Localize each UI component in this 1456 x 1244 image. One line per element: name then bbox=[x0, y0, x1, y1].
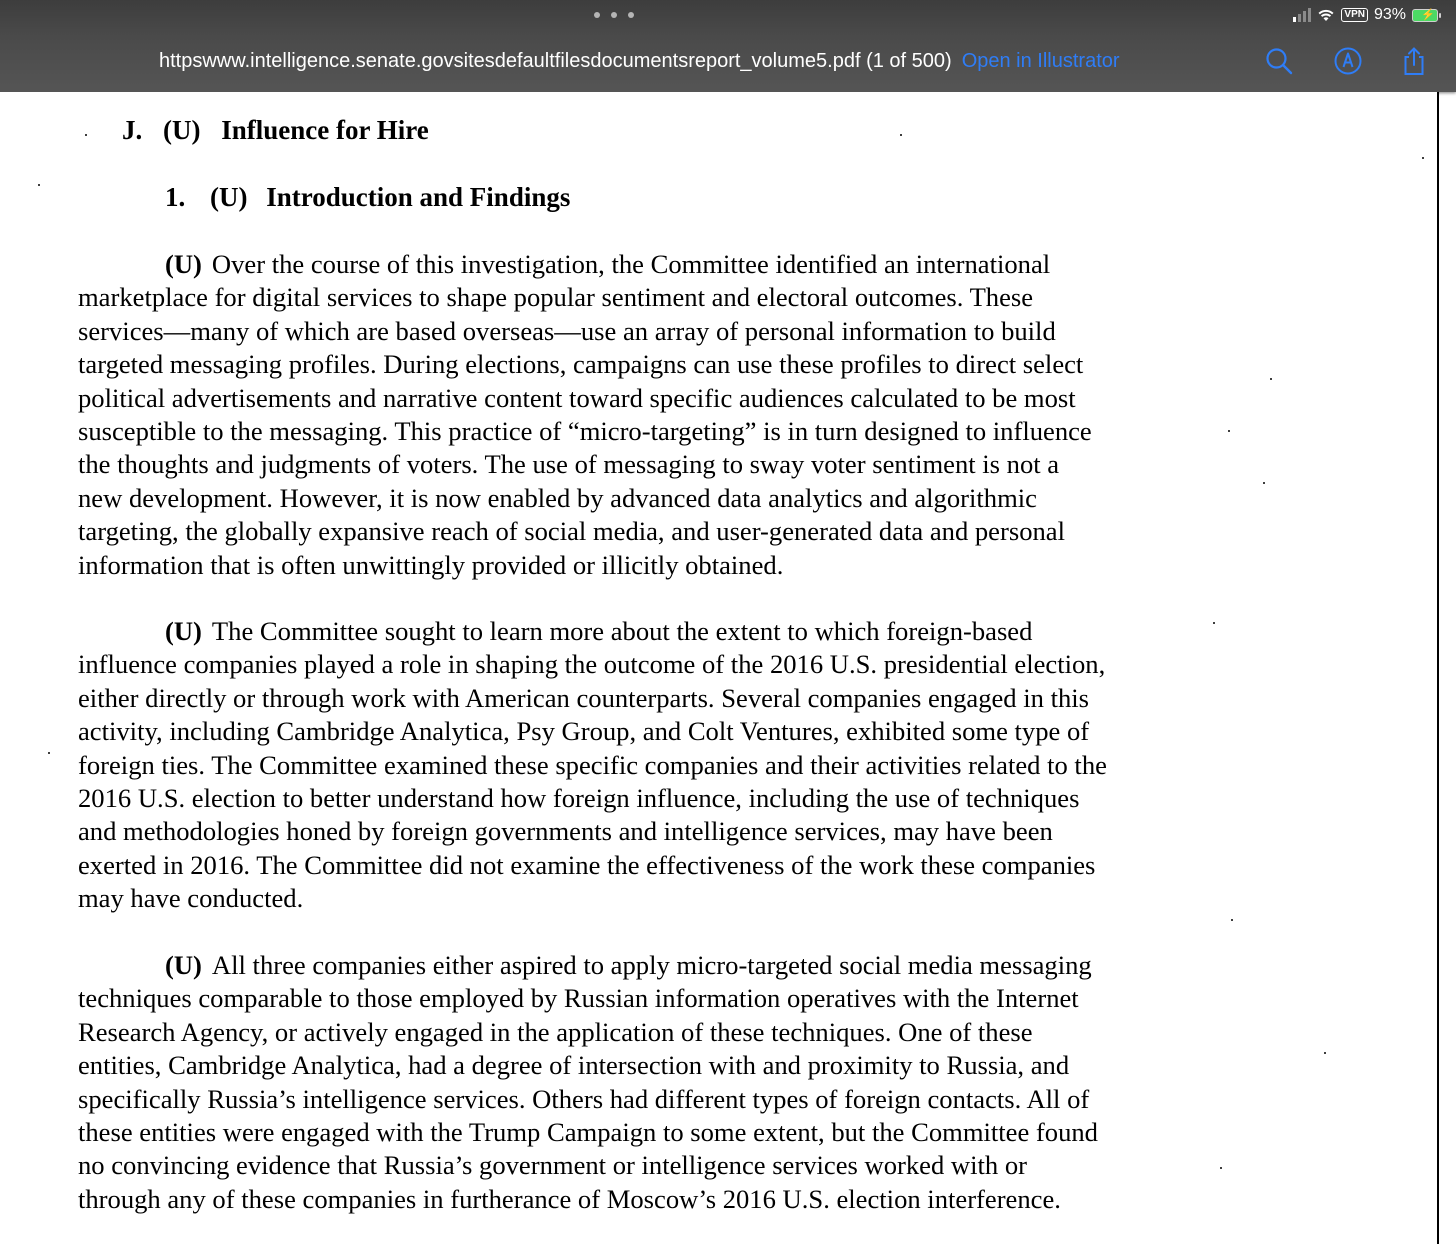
paragraph-line: these entities were engaged with the Trump Campaign to some extent, but the Committee found bbox=[78, 1116, 1098, 1147]
paragraph-line: targeted messaging profiles. During elections, campaigns can use these profiles to direct select bbox=[78, 349, 1084, 380]
viewer-toolbar bbox=[0, 0, 1456, 92]
document-title: httpswww.intelligence.senate.govsitesdefaultfilesdocumentsreport_volume5.pdf (1 of 500) bbox=[159, 49, 952, 72]
battery-percent: 93% bbox=[1373, 6, 1406, 23]
paragraph-line: exerted in 2016. The Committee did not examine the effectiveness of the work these companies bbox=[78, 849, 1096, 880]
paragraph-line: no convincing evidence that Russia’s government or intelligence services worked with or bbox=[78, 1150, 1027, 1181]
paragraph bbox=[78, 615, 1218, 916]
scan-speck bbox=[1228, 430, 1230, 432]
paragraph-line: marketplace for digital services to shape popular sentiment and electoral outcomes. These bbox=[78, 282, 1034, 313]
open-in-illustrator-button[interactable]: Open in Illustrator bbox=[961, 49, 1120, 72]
scan-speck bbox=[1263, 482, 1265, 484]
paragraph-line: information that is often unwittingly provided or illicitly obtained. bbox=[78, 549, 784, 580]
classification-marking: (U) bbox=[163, 115, 201, 145]
share-icon bbox=[1399, 46, 1429, 76]
classification-marking: (U) bbox=[165, 616, 202, 646]
paragraph-line: (U) All three companies either aspired to apply micro-targeted social media messaging bbox=[165, 950, 1092, 980]
paragraph-line: susceptible to the messaging. This practice of “micro-targeting” is in turn designed to influence bbox=[78, 415, 1092, 446]
scan-speck bbox=[1213, 622, 1215, 624]
title-row bbox=[159, 44, 1436, 78]
paragraph-line: Research Agency, or actively engaged in the application of these techniques. One of these bbox=[78, 1016, 1033, 1047]
search-button[interactable] bbox=[1264, 46, 1294, 76]
wifi-icon bbox=[1317, 8, 1335, 22]
share-button[interactable] bbox=[1399, 46, 1429, 76]
scan-speck bbox=[85, 134, 87, 136]
paragraph-line: (U) The Committee sought to learn more about the extent to which foreign-based bbox=[165, 616, 1033, 646]
paragraph-line: influence companies played a role in shaping the outcome of the 2016 U.S. presidential election, bbox=[78, 649, 1106, 680]
paragraph-line: either directly or through work with American counterparts. Several companies engaged in this bbox=[78, 682, 1089, 713]
paragraph-line: (U) Over the course of this investigation, the Committee identified an international bbox=[165, 249, 1051, 279]
vpn-badge: VPN bbox=[1341, 8, 1368, 22]
paragraph-line: political advertisements and narrative content toward specific audiences calculated to be most bbox=[78, 382, 1076, 413]
paragraph bbox=[78, 248, 1218, 582]
paragraph-line: new development. However, it is now enabled by advanced data analytics and algorithmic bbox=[78, 482, 1037, 513]
cellular-signal-icon bbox=[1293, 8, 1311, 22]
dot-icon bbox=[594, 12, 600, 18]
paragraph-line: specifically Russia’s intelligence services. Others had different types of foreign contacts. All of bbox=[78, 1083, 1090, 1114]
section-title: Influence for Hire bbox=[221, 115, 429, 145]
paragraph-line: targeting, the globally expansive reach of social media, and user-generated data and personal bbox=[78, 516, 1065, 547]
scan-speck bbox=[1324, 1052, 1326, 1054]
dot-icon bbox=[611, 12, 617, 18]
search-icon bbox=[1264, 46, 1294, 76]
scan-speck bbox=[1231, 919, 1233, 921]
pdf-page[interactable] bbox=[0, 92, 1439, 1244]
scan-speck bbox=[900, 134, 902, 136]
classification-marking: (U) bbox=[165, 249, 202, 279]
paragraph-line: services—many of which are based overseas—use an array of personal information to build bbox=[78, 315, 1056, 346]
scan-speck bbox=[1422, 157, 1424, 159]
paragraph-line: 2016 U.S. election to better understand how foreign influence, including the use of techniques bbox=[78, 782, 1080, 813]
paragraph-line: activity, including Cambridge Analytica, Psy Group, and Colt Ventures, exhibited some type of bbox=[78, 716, 1090, 747]
classification-marking: (U) bbox=[165, 950, 202, 980]
subsection-number: 1. bbox=[165, 182, 186, 212]
multitasking-handle[interactable] bbox=[594, 6, 634, 24]
subsection-title: Introduction and Findings bbox=[266, 182, 571, 212]
scan-speck bbox=[38, 184, 40, 186]
paragraph-line: techniques comparable to those employed by Russian information operatives with the Internet bbox=[78, 983, 1079, 1014]
markup-icon bbox=[1333, 46, 1363, 76]
section-number: J. bbox=[122, 115, 143, 145]
subsection-heading bbox=[165, 181, 570, 214]
paragraph-line: entities, Cambridge Analytica, had a degree of intersection with and proximity to Russia, and bbox=[78, 1050, 1070, 1081]
paragraph-line: may have conducted. bbox=[78, 883, 304, 914]
scan-speck bbox=[1270, 378, 1272, 380]
paragraph bbox=[78, 949, 1218, 1216]
classification-marking: (U) bbox=[210, 182, 248, 212]
paragraph-line: foreign ties. The Committee examined these specific companies and their activities related to the bbox=[78, 749, 1107, 780]
section-heading bbox=[122, 114, 429, 147]
markup-button[interactable] bbox=[1333, 46, 1363, 76]
paragraph-line: and methodologies honed by foreign governments and intelligence services, may have been bbox=[78, 816, 1053, 847]
scan-speck bbox=[1220, 1167, 1222, 1169]
battery-icon: ⚡ bbox=[1412, 9, 1438, 22]
status-bar bbox=[1293, 4, 1438, 26]
paragraph-line: the thoughts and judgments of voters. The use of messaging to sway voter sentiment is not a bbox=[78, 449, 1060, 480]
scan-speck bbox=[48, 752, 50, 754]
dot-icon bbox=[628, 12, 634, 18]
paragraph-line: through any of these companies in furtherance of Moscow’s 2016 U.S. election interference. bbox=[78, 1183, 1061, 1214]
